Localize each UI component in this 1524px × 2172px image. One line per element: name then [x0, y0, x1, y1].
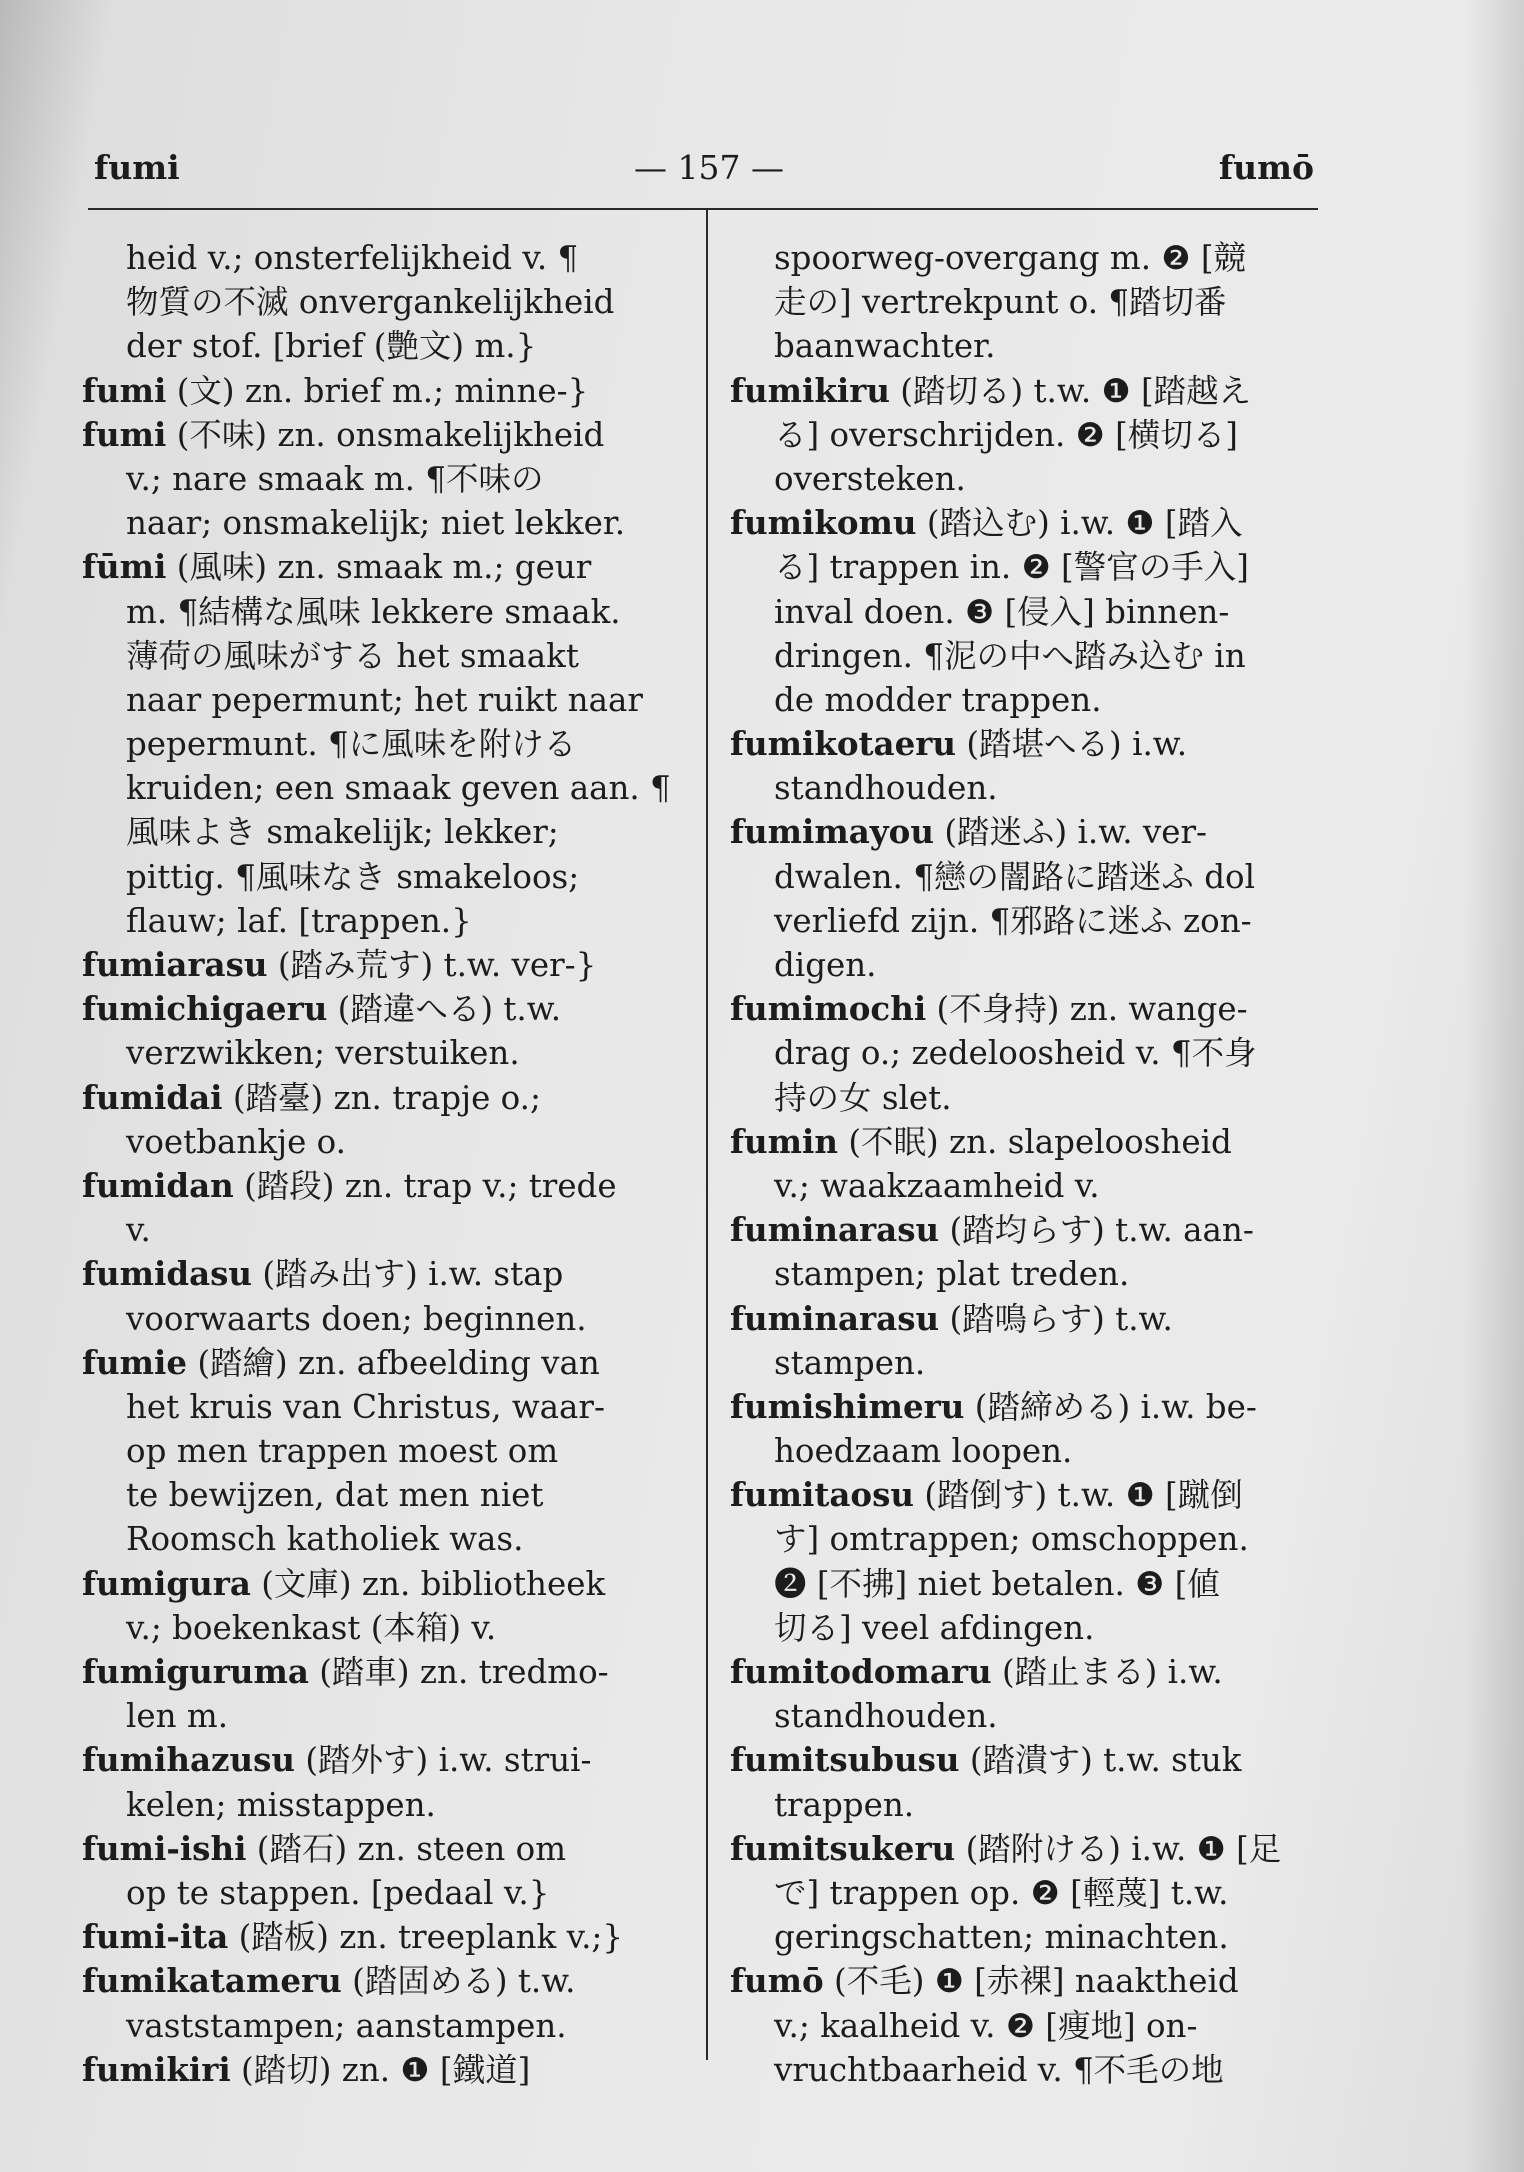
entry-headword-line: fumitaosu (踏倒す) t.w. ❶ [蹴倒 — [730, 1475, 1243, 1515]
headword: fumitodomaru — [730, 1652, 992, 1691]
entry-headword-line: fumiarasu (踏み荒す) t.w. ver-} — [82, 945, 597, 984]
entry-continuation-line: verzwikken; verstuiken. — [126, 1034, 520, 1073]
entry-continuation-line: geringschatten; minachten. — [774, 1918, 1229, 1957]
entry-continuation-line: る] overschrijden. ❷ [横切る] — [774, 415, 1238, 454]
entry-headword-line: fumitsukeru (踏附ける) i.w. ❶ [足 — [730, 1828, 1282, 1868]
headword: fumitsukeru — [730, 1828, 956, 1868]
headword: fuminarasu — [730, 1210, 940, 1250]
entry-headword-line: fumikomu (踏込む) i.w. ❶ [踏入 — [730, 503, 1243, 543]
entry-headword-line: fumin (不眠) zn. slapeloosheid — [730, 1121, 1232, 1161]
headword: fumikiri — [82, 2049, 231, 2089]
headword: fumikiru — [730, 370, 890, 410]
headword: fumikotaeru — [730, 724, 957, 764]
left-column — [82, 236, 682, 2092]
entry-continuation-line: naar; onsmakelijk; niet lekker. — [126, 504, 626, 543]
entry-continuation-line: de modder trappen. — [774, 680, 1102, 719]
headword: fumie — [82, 1342, 188, 1382]
entry-headword-line: fūmi (風味) zn. smaak m.; geur — [82, 547, 592, 587]
headword: fumihazusu — [82, 1740, 296, 1780]
headword: fuminarasu — [730, 1298, 940, 1338]
headword: fumin — [730, 1121, 838, 1161]
headword: fumidasu — [82, 1254, 253, 1294]
entry-headword-line: fumi (不味) zn. onsmakelijkheid — [82, 414, 605, 454]
entry-continuation-line: standhouden. — [774, 769, 998, 808]
entry-continuation-line: v.; waakzaamheid v. — [774, 1166, 1100, 1205]
entry-continuation-line: す] omtrappen; omschoppen. — [774, 1520, 1249, 1559]
headword: fumi — [82, 370, 167, 410]
entry-headword-line: fumimochi (不身持) zn. wange- — [730, 989, 1248, 1029]
entry-headword-line: fumitsubusu (踏潰す) t.w. stuk — [730, 1740, 1242, 1780]
entry-continuation-line: naar pepermunt; het ruikt naar — [126, 680, 643, 719]
entry-continuation-line: v.; boekenkast (本箱) v. — [126, 1608, 497, 1647]
entry-continuation-line: trappen. — [774, 1785, 915, 1824]
entry-headword-line: fumitodomaru (踏止まる) i.w. — [730, 1652, 1223, 1691]
page-edge-shadow — [1464, 0, 1524, 2172]
headword: fumō — [730, 1961, 824, 2001]
entry-headword-line: fumishimeru (踏締める) i.w. be- — [730, 1386, 1257, 1426]
entry-headword-line: fumi-ishi (踏石) zn. steen om — [82, 1828, 567, 1868]
entry-continuation-line: kelen; misstappen. — [126, 1785, 436, 1824]
entry-continuation-line: drag o.; zedeloosheid v. ¶不身 — [774, 1034, 1257, 1073]
entry-continuation-line: ❷ [不拂] niet betalen. ❸ [値 — [774, 1564, 1220, 1603]
headword: fumi — [82, 414, 167, 454]
entry-headword-line: fumiguruma (踏車) zn. tredmo- — [82, 1652, 609, 1691]
entry-continuation-line: 切る] veel afdingen. — [774, 1608, 1095, 1647]
column-divider — [706, 210, 708, 2060]
entry-headword-line: fumikatameru (踏固める) t.w. — [82, 1961, 576, 2001]
entry-headword-line: fumi (文) zn. brief m.; minne-} — [82, 370, 589, 410]
headword: fumishimeru — [730, 1386, 965, 1426]
header-left-guide-word: fumi — [94, 148, 180, 187]
entry-continuation-line: pittig. ¶風味なき smakeloos; — [126, 857, 580, 896]
entry-headword-line: fumikiri (踏切) zn. ❶ [鐵道] — [82, 2049, 531, 2089]
entry-headword-line: fumidan (踏段) zn. trap v.; trede — [82, 1165, 617, 1205]
entry-headword-line: fumi-ita (踏板) zn. treeplank v.;} — [82, 1917, 624, 1957]
headword: fumiarasu — [82, 945, 268, 984]
entry-continuation-line: oversteken. — [774, 459, 966, 498]
entry-continuation-line: dwalen. ¶戀の闇路に踏迷ふ dol — [774, 857, 1255, 896]
headword: fumiguruma — [82, 1652, 309, 1691]
entry-headword-line: fumihazusu (踏外す) i.w. strui- — [82, 1740, 592, 1780]
entry-headword-line: fumikotaeru (踏堪へる) i.w. — [730, 724, 1188, 764]
entry-continuation-line: 風味よき smakelijk; lekker; — [126, 813, 559, 852]
right-column — [730, 236, 1340, 2092]
entry-headword-line: fumō (不毛) ❶ [赤裸] naaktheid — [730, 1961, 1239, 2001]
entry-headword-line: fumidai (踏臺) zn. trapje o.; — [82, 1077, 541, 1117]
entry-continuation-line: hoedzaam loopen. — [774, 1432, 1073, 1471]
entry-continuation-line: verliefd zijn. ¶邪路に迷ふ zon- — [774, 901, 1252, 940]
entry-continuation-line: Roomsch katholiek was. — [126, 1520, 524, 1559]
entry-continuation-line: 物質の不滅 onvergankelijkheid — [126, 283, 615, 322]
headword: fumigura — [82, 1563, 251, 1603]
entry-continuation-line: len m. — [126, 1697, 229, 1736]
entry-continuation-line: v. — [126, 1211, 151, 1250]
entry-headword-line: fumidasu (踏み出す) i.w. stap — [82, 1254, 564, 1294]
entry-continuation-line: v.; nare smaak m. ¶不味の — [126, 459, 544, 498]
headword: fumimayou — [730, 812, 934, 852]
headword: fumitaosu — [730, 1475, 915, 1515]
entry-continuation-line: voorwaarts doen; beginnen. — [126, 1299, 587, 1338]
entry-continuation-line: stampen; plat treden. — [774, 1255, 1130, 1294]
headword: fumikatameru — [82, 1961, 342, 2001]
headword: fumimochi — [730, 989, 927, 1029]
entry-headword-line: fuminarasu (踏均らす) t.w. aan- — [730, 1210, 1254, 1250]
entry-continuation-line: heid v.; onsterfelijkheid v. ¶ — [126, 239, 579, 277]
entry-continuation-line: v.; kaalheid v. ❷ [痩地] on- — [774, 2006, 1198, 2045]
entry-continuation-line: で] trappen op. ❷ [輕蔑] t.w. — [774, 1873, 1229, 1912]
entry-continuation-line: dringen. ¶泥の中へ踏み込む in — [774, 636, 1246, 675]
headword: fūmi — [82, 547, 167, 587]
entry-headword-line: fuminarasu (踏鳴らす) t.w. — [730, 1298, 1173, 1338]
entry-continuation-line: digen. — [774, 946, 877, 984]
entry-headword-line: fumimayou (踏迷ふ) i.w. ver- — [730, 812, 1207, 852]
headword: fumi-ita — [82, 1917, 229, 1957]
entry-continuation-line: der stof. [brief (艶文) m.} — [126, 327, 537, 366]
entry-headword-line: fumichigaeru (踏違へる) t.w. — [82, 989, 562, 1029]
entry-continuation-line: baanwachter. — [774, 327, 996, 366]
headword: fumikomu — [730, 503, 917, 543]
entry-headword-line: fumikiru (踏切る) t.w. ❶ [踏越え — [730, 370, 1252, 410]
entry-continuation-line: pepermunt. ¶に風味を附ける — [126, 725, 577, 764]
entry-continuation-line: op men trappen moest om — [126, 1432, 559, 1471]
entry-headword-line: fumie (踏繪) zn. afbeelding van — [82, 1342, 600, 1382]
headword: fumidan — [82, 1165, 234, 1205]
running-header — [94, 148, 1314, 198]
entry-headword-line: fumigura (文庫) zn. bibliotheek — [82, 1563, 606, 1603]
headword: fumichigaeru — [82, 989, 328, 1029]
entry-continuation-line: vruchtbaarheid v. ¶不毛の地 — [774, 2050, 1224, 2089]
entry-continuation-line: 持の女 slet. — [774, 1078, 952, 1117]
entry-continuation-line: kruiden; een smaak geven aan. ¶ — [126, 769, 671, 808]
page-number: — 157 — — [634, 148, 784, 187]
entry-continuation-line: stampen. — [774, 1343, 926, 1382]
entry-continuation-line: inval doen. ❸ [侵入] binnen- — [774, 592, 1230, 631]
header-right-guide-word: fumō — [1218, 148, 1314, 187]
headword: fumitsubusu — [730, 1740, 960, 1780]
entry-continuation-line: る] trappen in. ❷ [警官の手入] — [774, 548, 1249, 587]
entry-continuation-line: spoorweg-overgang m. ❷ [競 — [774, 239, 1247, 277]
headword: fumi-ishi — [82, 1828, 247, 1868]
entry-continuation-line: op te stappen. [pedaal v.} — [126, 1873, 550, 1912]
entry-continuation-line: flauw; laf. [trappen.} — [126, 901, 472, 940]
entry-continuation-line: vaststampen; aanstampen. — [126, 2006, 567, 2045]
entry-continuation-line: te bewijzen, dat men niet — [126, 1476, 544, 1515]
entry-continuation-line: standhouden. — [774, 1697, 998, 1736]
entry-continuation-line: het kruis van Christus, waar- — [126, 1387, 605, 1426]
entry-continuation-line: voetbankje o. — [126, 1122, 346, 1161]
headword: fumidai — [82, 1077, 223, 1117]
entry-continuation-line: 走の] vertrekpunt o. ¶踏切番 — [774, 283, 1227, 322]
entry-continuation-line: 薄荷の風味がする het smaakt — [126, 636, 579, 675]
entry-continuation-line: m. ¶結構な風味 lekkere smaak. — [126, 592, 621, 631]
header-rule — [88, 208, 1318, 210]
